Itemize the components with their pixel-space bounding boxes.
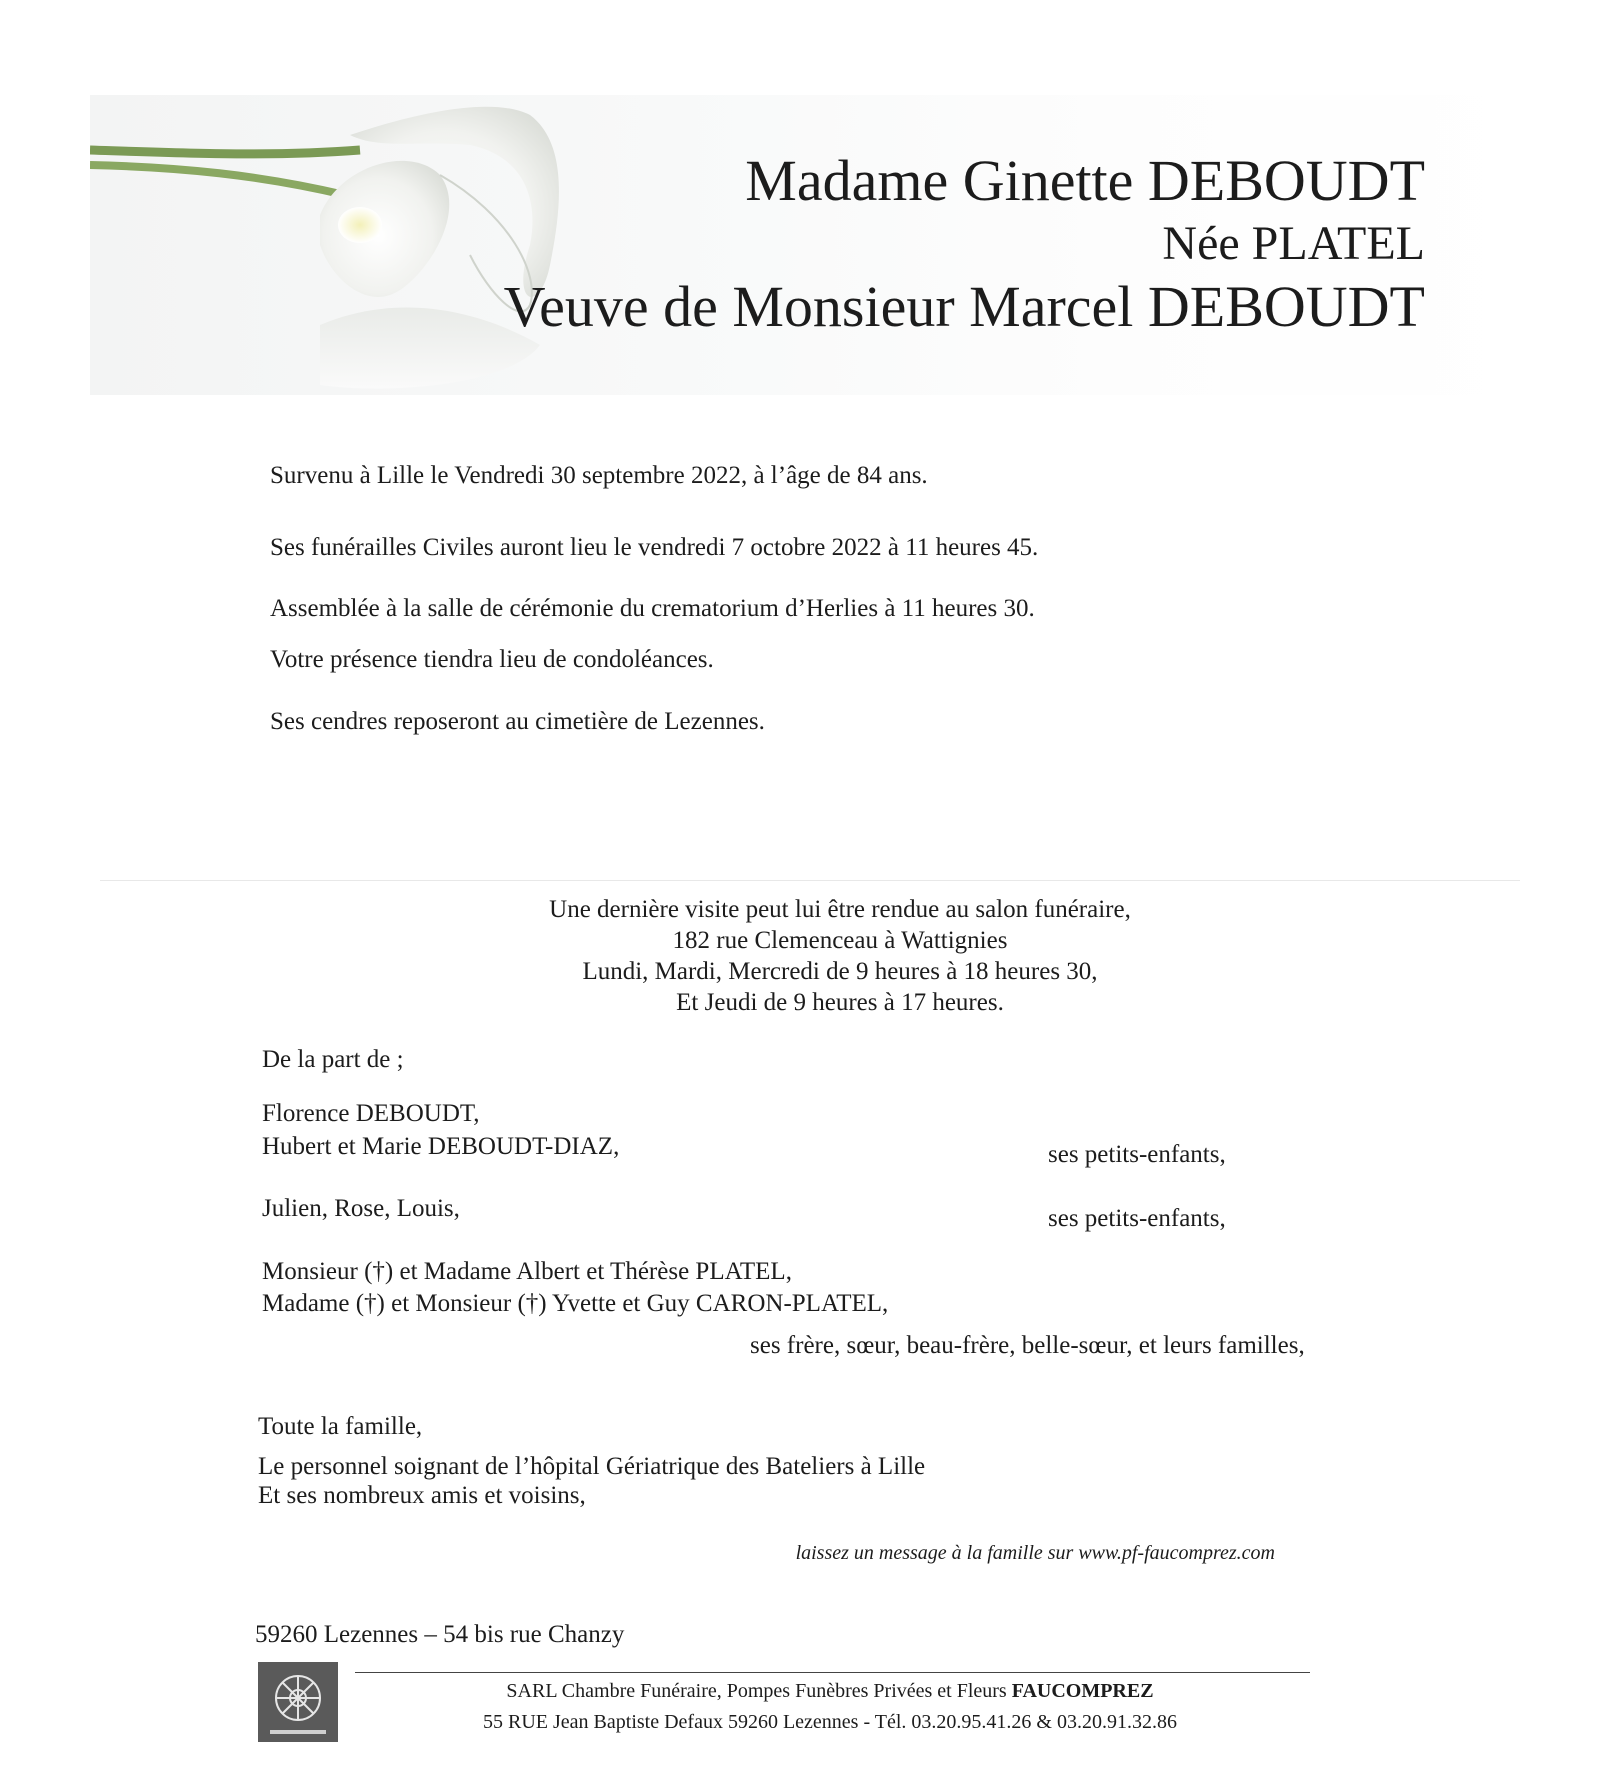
family-member: Julien, Rose, Louis,	[262, 1195, 460, 1222]
family-member: Et ses nombreux amis et voisins,	[258, 1482, 586, 1509]
visit-line: Une dernière visite peut lui être rendue au salon funéraire,	[549, 896, 1131, 923]
family-member: Monsieur (†) et Madame Albert et Thérèse PLATEL,	[262, 1258, 792, 1285]
deceased-name: Madame Ginette DEBOUDT	[745, 148, 1425, 213]
announcement-line: Assemblée à la salle de cérémonie du crematorium d’Herlies à 11 heures 30.	[270, 595, 1035, 622]
family-relation: ses frère, sœur, beau-frère, belle-sœur, et leurs familles,	[750, 1332, 1305, 1359]
visit-line: Et Jeudi de 9 heures à 17 heures.	[676, 989, 1004, 1016]
family-member: Hubert et Marie DEBOUDT-DIAZ,	[262, 1133, 620, 1160]
family-member: Madame (†) et Monsieur (†) Yvette et Guy CARON-PLATEL,	[262, 1290, 889, 1317]
announcement-line: Votre présence tiendra lieu de condoléances.	[270, 646, 714, 673]
birth-name: Née PLATEL	[1162, 217, 1425, 270]
family-relation: ses petits-enfants,	[1048, 1141, 1226, 1168]
family-member: Le personnel soignant de l’hôpital Gériatrique des Bateliers à Lille	[258, 1453, 926, 1480]
footer-rule	[355, 1672, 1310, 1673]
section-divider	[100, 880, 1520, 881]
family-member: Toute la famille,	[258, 1413, 423, 1440]
visit-line: 182 rue Clemenceau à Wattignies	[672, 927, 1008, 954]
company-footer	[360, 1676, 1300, 1738]
family-address: 59260 Lezennes – 54 bis rue Chanzy	[255, 1621, 625, 1648]
family-relation: ses petits-enfants,	[1048, 1205, 1226, 1232]
family-intro: De la part de ;	[262, 1046, 404, 1073]
announcement-line: Survenu à Lille le Vendredi 30 septembre 2022, à l’âge de 84 ans.	[270, 462, 928, 489]
announcement-line: Ses cendres reposeront au cimetière de Lezennes.	[270, 708, 765, 735]
pompes-funebres-logo-icon	[258, 1662, 338, 1742]
visit-info	[440, 894, 1240, 1018]
condolence-message: laissez un message à la famille sur www.pf-faucomprez.com	[795, 1542, 1275, 1564]
company-contact: 55 RUE Jean Baptiste Defaux 59260 Lezennes - Tél. 03.20.95.41.26 & 03.20.91.32.86	[483, 1711, 1177, 1733]
company-brand: FAUCOMPREZ	[1011, 1680, 1154, 1702]
family-member: Florence DEBOUDT,	[262, 1100, 480, 1127]
company-description: SARL Chambre Funéraire, Pompes Funèbres Privées et Fleurs	[506, 1680, 1012, 1702]
announcement-line: Ses funérailles Civiles auront lieu le vendredi 7 octobre 2022 à 11 heures 45.	[270, 534, 1039, 561]
visit-line: Lundi, Mardi, Mercredi de 9 heures à 18 heures 30,	[582, 958, 1098, 985]
widow-of: Veuve de Monsieur Marcel DEBOUDT	[503, 274, 1425, 339]
deceased-title	[504, 148, 1425, 340]
company-line	[360, 1676, 1300, 1707]
